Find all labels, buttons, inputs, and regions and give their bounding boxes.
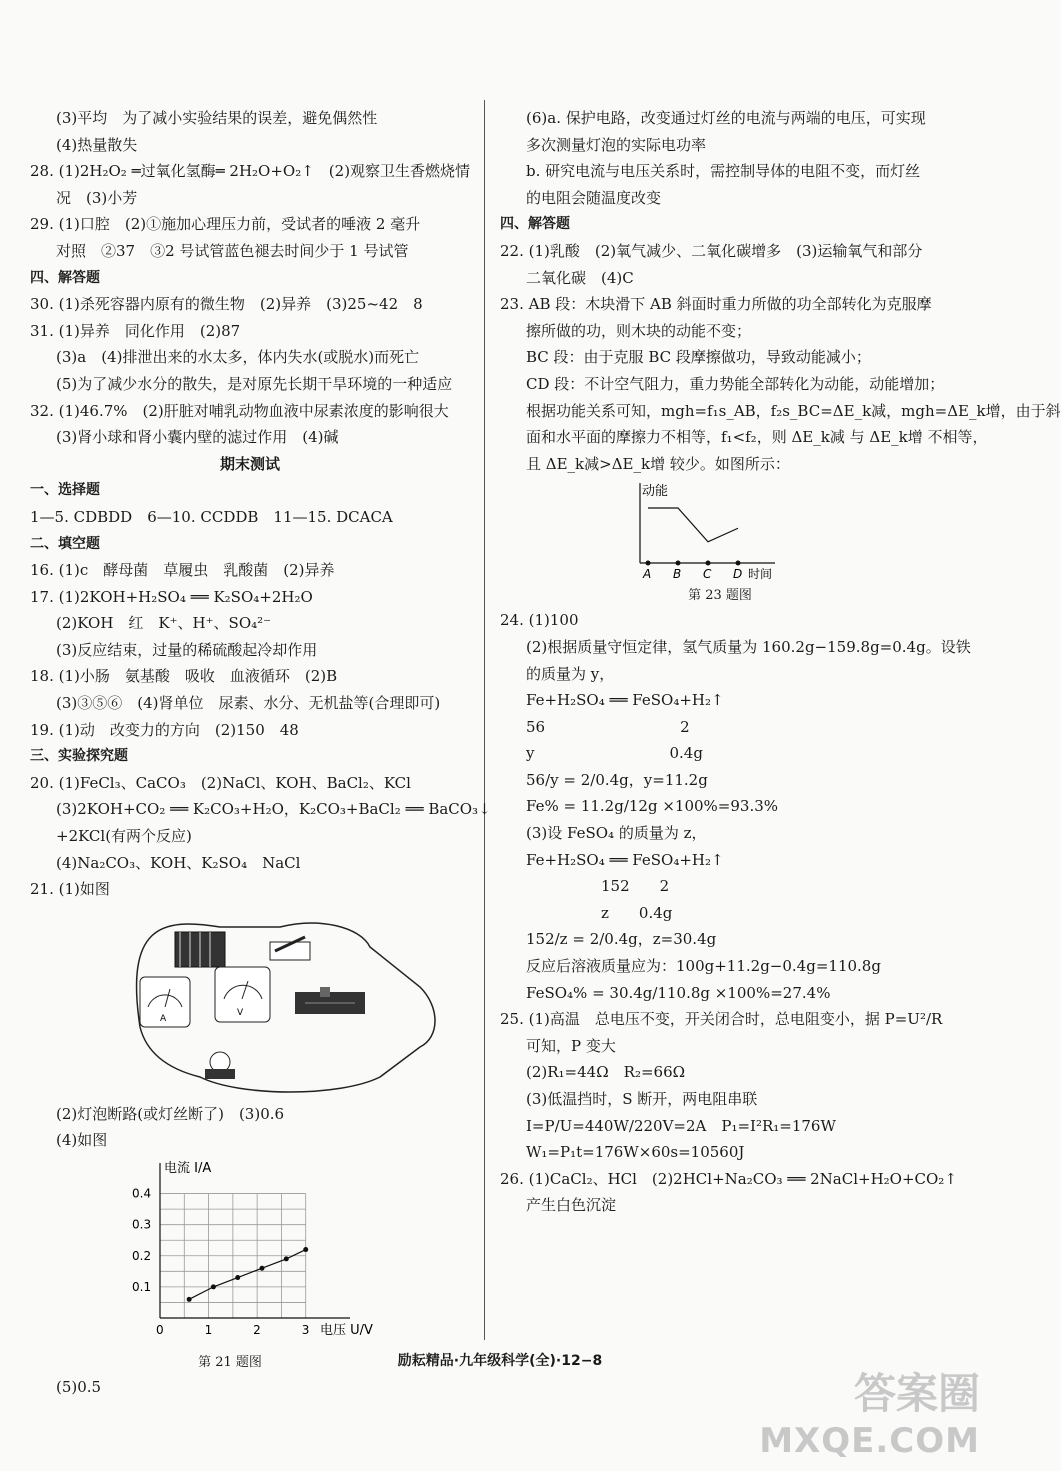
x-axis-label: 时间 [748,567,773,582]
right-after-graph-line-17: (2)R₁=44Ω R₂=66Ω [526,1063,686,1082]
data-point [303,1247,308,1252]
left-answer-lines [30,105,491,903]
left-line-18: 17. (1)2KOH+H₂SO₄ ══ K₂SO₄+2H₂O [30,587,313,606]
left-after-circuit-line-1: (4)如图 [56,1131,108,1150]
left-line-3: 况 (3)小芳 [56,188,138,207]
watermark [759,1361,980,1461]
left-line-29: 21. (1)如图 [30,880,110,899]
switch-icon [270,937,310,960]
right-after-graph-line-0: 24. (1)100 [500,611,579,630]
right-line-7: 23. AB 段：木块滑下 AB 斜面时重力所做的功全部转化为克服摩 [500,295,932,314]
left-line-24: 三、实验探究题 [30,748,128,765]
x-axis-label: 电压 U/V [320,1323,373,1338]
right-answer-lines [500,105,1061,477]
left-line-21: 18. (1)小肠 氨基酸 吸收 血液循环 (2)B [30,667,338,686]
left-line-28: (4)Na₂CO₃、KOH、K₂SO₄ NaCl [56,853,301,872]
left-line-14: 一、选择题 [30,482,100,499]
chart-23-svg [620,481,820,581]
chart-21-svg [120,1158,380,1343]
right-line-13: 且 ΔE_k减>ΔE_k增 较少。如图所示： [526,454,790,473]
left-line-13: 期末测试 [219,454,280,473]
right-line-5: 22. (1)乳酸 (2)氧气减少、二氧化碳增多 (3)运输氧气和部分 [500,241,923,260]
x-tick-label: 2 [253,1323,261,1337]
x-tick-dot [676,561,681,566]
left-line-0: (3)平均 为了减小实验结果的误差，避免偶然性 [56,109,378,127]
right-after-graph-line-7: Fe% = 11.2g/12g ×100%=93.3% [526,797,779,816]
right-after-graph-line-14: FeSO₄% = 30.4g/110.8g ×100%=27.4% [526,983,831,1002]
x-tick-dot [736,561,741,566]
left-line-16: 二、填空题 [30,535,100,552]
data-point [260,1266,265,1271]
left-line-1: (4)热量散失 [56,135,138,154]
bulb-icon [205,1052,235,1079]
right-after-graph-line-10: 152 2 [526,877,670,896]
right-answer-lines-2 [500,607,971,1219]
data-line [189,1250,306,1300]
left-column [30,105,491,1401]
chart-21 [30,1158,470,1348]
left-line-5: 对照 ②37 ③2 号试管蓝色褪去时间少于 1 号试管 [56,241,409,260]
right-after-graph-line-19: I=P/U=440W/220V=2A P₁=I²R₁=176W [526,1116,836,1135]
right-line-10: CD 段：不计空气阻力，重力势能全部转化为动能，动能增加； [526,374,945,393]
data-point [187,1297,192,1302]
right-line-6: 二氧化碳 (4)C [526,268,634,287]
left-line-23: 19. (1)动 改变力的方向 (2)150 48 [30,720,299,739]
right-line-1: 多次测量灯泡的实际电功率 [526,135,707,154]
y-tick-label: 0.1 [132,1279,152,1294]
right-after-graph-line-16: 可知，P 变大 [526,1036,616,1055]
x-tick-dot [646,561,651,566]
left-line-12: (3)肾小球和肾小囊内壁的滤过作用 (4)碱 [56,428,339,447]
x-tick-label: A [643,567,652,582]
data-point [284,1256,289,1261]
x-tick-label: D [733,567,743,582]
right-after-graph-line-18: (3)低温挡时，S 断开，两电阻串联 [526,1090,758,1108]
right-line-3: 的电阻会随温度改变 [526,188,662,207]
right-line-4: 四、解答题 [500,216,570,233]
svg-text:V: V [237,1007,244,1018]
right-after-graph-line-21: 26. (1)CaCl₂、HCl (2)2HCl+Na₂CO₃ ══ 2NaCl+H₂O+CO₂↑ [500,1169,957,1188]
fig23-caption: 第 23 题图 [688,588,752,604]
right-after-graph-line-22: 产生白色沉淀 [526,1196,617,1215]
left-line-11: 32. (1)46.7% (2)肝脏对哺乳动物血液中尿素浓度的影响很大 [30,401,449,420]
left-line-6: 四、解答题 [30,269,100,286]
left-answer-lines-3 [30,1374,470,1401]
x-tick-label: 0 [156,1323,164,1337]
left-line-22: (3)③⑤⑥ (4)肾单位 尿素、水分、无机盐等(合理即可) [56,694,441,713]
right-line-12: 面和水平面的摩擦力不相等，f₁<f₂，则 ΔE_k减 与 ΔE_k增 不相等， [526,428,988,447]
left-line-4: 29. (1)口腔 (2)①施加心理压力前，受试者的唾液 2 毫升 [30,215,421,234]
page-footer: 励耘精品·九年级科学(全)·12−8 [397,1353,603,1369]
right-after-graph-line-9: Fe+H₂SO₄ ══ FeSO₄+H₂↑ [526,850,724,869]
left-line-15: 1—5. CDBDD 6—10. CCDDB 11—15. DCACA [30,507,393,526]
column-divider [484,100,485,1340]
right-after-graph-line-1: (2)根据质量守恒定律，氢气质量为 160.2g−159.8g=0.4g。设铁 [526,637,971,656]
x-tick-label: 1 [204,1323,213,1337]
left-line-7: 30. (1)杀死容器内原有的微生物 (2)异养 (3)25~42 8 [30,295,423,314]
y-tick-label: 0.4 [132,1186,152,1201]
ammeter-icon [140,977,190,1027]
right-after-graph-line-20: W₁=P₁t=176W×60s=10560J [526,1143,745,1162]
left-line-9: (3)a (4)排泄出来的水太多，体内失水(或脱水)而死亡 [56,348,420,367]
right-line-2: b. 研究电流与电压关系时，需控制导体的电阻不变，而灯丝 [526,162,921,181]
right-column [500,105,1061,1219]
y-tick-label: 0.2 [132,1248,152,1263]
right-line-11: 根据功能关系可知，mgh=f₁s_AB，f₂s_BC=ΔE_k减，mgh=ΔE_k增，由于斜 [526,401,1061,420]
left-end-line-0: (5)0.5 [56,1378,102,1396]
left-line-17: 16. (1)c 酵母菌 草履虫 乳酸菌 (2)异养 [30,561,335,580]
right-after-graph-line-3: Fe+H₂SO₄ ══ FeSO₄+H₂↑ [526,691,724,710]
y-axis-label: 电流 I/A [164,1161,212,1176]
x-tick-label: C [703,567,712,582]
y-tick-label: 0.3 [132,1217,152,1232]
right-after-graph-line-13: 反应后溶液质量应为：100g+11.2g−0.4g=110.8g [526,957,881,976]
x-tick-label: B [673,567,682,582]
circuit-drawing [120,907,450,1097]
svg-text:A: A [160,1013,167,1024]
right-after-graph-line-5: y 0.4g [526,744,703,763]
right-after-graph-line-2: 的质量为 y， [526,664,615,683]
chart-23 [500,481,940,581]
data-point [235,1275,240,1280]
right-after-graph-line-6: 56/y = 2/0.4g，y=11.2g [526,770,708,789]
left-line-25: 20. (1)FeCl₃、CaCO₃ (2)NaCl、KOH、BaCl₂、KCl [30,773,411,792]
left-after-circuit-line-0: (2)灯泡断路(或灯丝断了) (3)0.6 [56,1104,285,1123]
watermark-line1: 答案圈 [853,1369,980,1418]
kinetic-line [648,508,738,542]
right-after-graph-line-8: (3)设 FeSO₄ 的质量为 z， [526,824,707,843]
fig21-caption: 第 21 题图 [198,1355,262,1370]
left-line-26: (3)2KOH+CO₂ ══ K₂CO₃+H₂O，K₂CO₃+BaCl₂ ══ BaCO₃↓ [56,800,491,819]
circuit-figure [30,907,470,1097]
x-tick-dot [706,561,711,566]
left-answer-lines-2 [30,1101,470,1154]
right-after-graph-line-15: 25. (1)高温 总电压不变，开关闭合时，总电阻变小，据 P=U²/R [500,1010,943,1029]
voltmeter-icon [215,967,270,1022]
y-axis-label: 动能 [642,484,669,500]
left-line-10: (5)为了减少水分的散失，是对原先长期干旱环境的一种适应 [56,374,453,393]
right-line-0: (6)a. 保护电路，改变通过灯丝的电流与两端的电压，可实现 [526,109,926,127]
right-after-graph-line-4: 56 2 [526,717,690,736]
right-after-graph-line-11: z 0.4g [526,903,673,922]
left-line-27: +2KCl(有两个反应) [56,827,192,846]
watermark-line2: MXQE.COM [759,1421,980,1461]
left-line-20: (3)反应结束，过量的稀硫酸起冷却作用 [56,640,318,659]
left-line-2: 28. (1)2H₂O₂ ═过氧化氢酶═ 2H₂O+O₂↑ (2)观察卫生香燃烧情 [30,162,471,181]
left-line-8: 31. (1)异养 同化作用 (2)87 [30,321,241,340]
x-tick-label: 3 [301,1323,310,1337]
right-after-graph-line-12: 152/z = 2/0.4g，z=30.4g [526,930,717,949]
left-line-19: (2)KOH 红 K⁺、H⁺、SO₄²⁻ [56,614,272,633]
rheostat-icon [295,987,365,1014]
right-line-8: 擦所做的功，则木块的动能不变； [526,321,752,340]
right-line-9: BC 段：由于克服 BC 段摩擦做功，导致动能减小； [526,348,871,367]
data-point [211,1284,216,1289]
